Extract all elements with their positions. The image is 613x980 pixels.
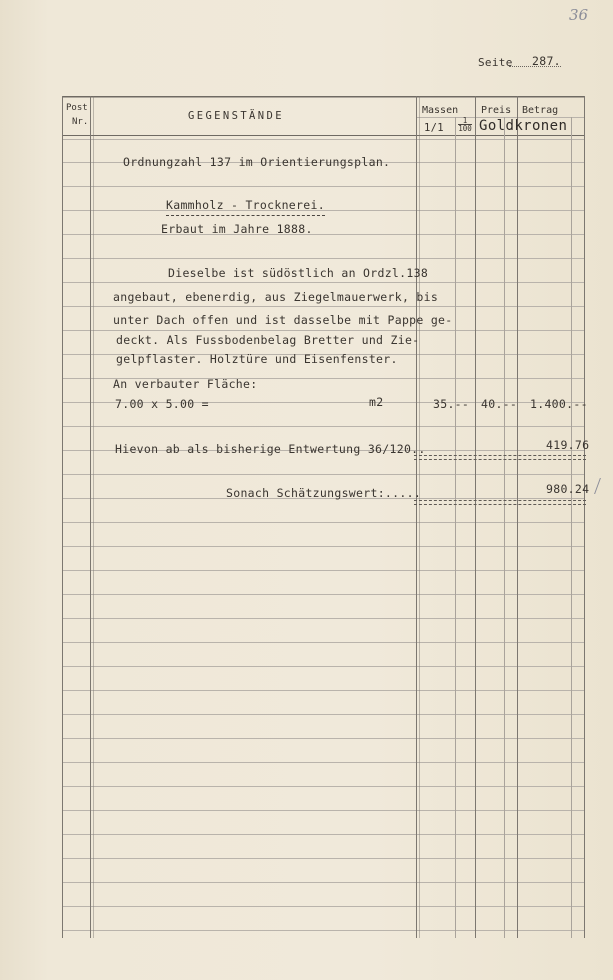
header-post: Post	[66, 103, 88, 113]
header-currency: Goldkronen	[479, 118, 568, 134]
entry-title: Kammholz - Trocknerei.	[166, 198, 325, 216]
entry-erbaut: Erbaut im Jahre 1888.	[161, 222, 313, 236]
flaeche-label: An verbauter Fläche:	[113, 377, 258, 391]
header-betrag: Betrag	[522, 105, 559, 116]
description-line-2: angebaut, ebenerdig, aus Ziegelmauerwerk, bis	[113, 290, 439, 304]
description-line-5: gelpflaster. Holztüre und Eisenfenster.	[116, 352, 398, 366]
description-line-4: deckt. Als Fussbodenbelag Bretter und Zie-	[116, 333, 420, 347]
page-mark: 36	[569, 6, 589, 24]
description-line-3: unter Dach offen und ist dasselbe mit Pappe ge-	[113, 313, 453, 327]
depreciation-value: 419.76	[546, 438, 590, 452]
total-double-rule	[414, 500, 586, 505]
header-massen-1-100	[458, 117, 472, 132]
page-number: 287.	[532, 54, 561, 68]
calculation: 7.00 x 5.00 =	[115, 397, 209, 411]
header-nr: Nr.	[72, 117, 89, 127]
header-gegenstaende: GEGENSTÄNDE	[188, 110, 284, 122]
header-massen: Massen	[422, 105, 459, 116]
betrag-value: 1.400.--	[530, 397, 588, 411]
fraction-numerator: 1	[462, 116, 468, 125]
depreciation-text: Hievon ab als bisherige Entwertung 36/120..	[115, 442, 426, 456]
page-number-underline	[509, 66, 561, 67]
header-massen-1-1: 1/1	[424, 122, 444, 134]
estimate-value: 980.24	[546, 482, 590, 496]
description-line-1: Dieselbe ist südöstlich an Ordzl.138	[168, 266, 429, 280]
estimate-text: Sonach Schätzungswert:.....	[226, 486, 422, 500]
unit-m2: m2	[369, 395, 384, 409]
fraction-denominator: 100	[458, 124, 472, 133]
header-preis: Preis	[481, 105, 512, 116]
pencil-check-mark	[586, 478, 601, 494]
page-label: Seite	[478, 56, 513, 69]
entry-ordnungszahl: Ordnungzahl 137 im Orientierungsplan.	[123, 155, 391, 169]
massen-value: 35.--	[433, 397, 470, 411]
subtotal-rule	[414, 455, 586, 460]
preis-value: 40.--	[481, 397, 518, 411]
